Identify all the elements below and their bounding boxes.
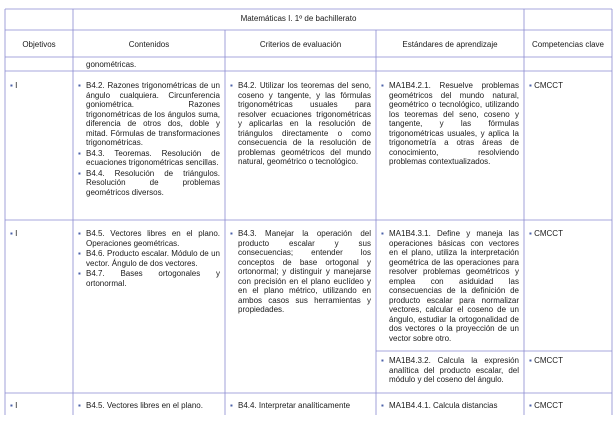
bullet-icon: ▪ (529, 81, 532, 90)
bullet-icon: ▪ (10, 229, 13, 238)
continuation-text: gonométricas. (86, 60, 137, 69)
table-row-2-criterio (230, 229, 371, 316)
bullet-icon: ▪ (10, 81, 13, 90)
table-row-3-criterio (230, 401, 371, 412)
table-row-1-contenidos (78, 81, 220, 198)
table-row-1-competencias: ▪ CMCCT (529, 81, 563, 90)
table-row-2-contenidos (78, 229, 220, 289)
table-row-1-estandares (381, 81, 519, 168)
table-row-2-estandar-2 (381, 356, 519, 386)
table-row-3-contenidos (78, 401, 220, 412)
list-item: ▪ B4.2. Utilizar los teoremas del seno, coseno y tangente, y las fórmulas trigonométricas usuales para resolver ecuaciones trigonométricas y aplicarlas en la resolución de triángulos directamente o como consecuencia de la resolución de problemas geométricos del mundo natural, geométrico o tecnológico. (230, 81, 371, 166)
list-item: ▪ B4.4. Resolución de triángulos. Resolución de problemas geométricos diversos. (78, 168, 220, 197)
table-row-2-competencias-1: ▪ CMCCT (529, 229, 563, 238)
table-row-1-objetivo (10, 81, 17, 91)
list-item: ▪ B4.6. Producto escalar. Módulo de un vector. Ángulo de dos vectores. (78, 249, 220, 268)
list-item: ▪ B4.7. Bases ortogonales y ortonormal. (78, 269, 220, 288)
list-item: ▪ B4.4. Interpretar analíticamente (230, 401, 351, 410)
list-item: ▪ MA1B4.3.2. Calcula la expresión analítica del producto escalar, del módulo y del coseno del ángulo. (381, 356, 519, 384)
list-item: ▪ B4.2. Razones trigonométricas de un ángulo cualquiera. Circunferencia goniométrica. Razones trigonométricas de los ángulos suma, diferencia de otros dos, doble y mitad. Fórmulas de transformaciones trigonométricas. (78, 81, 220, 147)
list-item: ▪ MA1B4.4.1. Calcula distancias (381, 401, 498, 410)
list-item: ▪ B4.3. Teoremas. Resolución de ecuaciones trigonométricas sencillas. (78, 148, 220, 167)
column-header-objetivos: Objetivos (22, 40, 56, 49)
bullet-icon: ▪ (529, 356, 532, 365)
list-item: ▪ MA1B4.3.1. Define y maneja las operaciones básicas con vectores en el plano, utiliza la interpretación geométrica de las operaciones para resolver problemas geométricos y emplea con asiduidad las consecuencias de la definición de producto escalar para normalizar vectores, calcular el coseno de un ángulo, estudiar la ortogonalidad de dos vectores o la proyección de un vector sobre otro. (381, 229, 519, 343)
bullet-icon: ▪ (529, 401, 532, 410)
objetivo-value: I (15, 401, 18, 410)
table-row-2-estandar-1 (381, 229, 519, 344)
table-row-3-objetivo (10, 401, 17, 411)
bullet-icon: ▪ (10, 401, 13, 410)
list-item: ▪ B4.3. Manejar la operación del producto escalar y sus consecuencias; entender los conceptos de base ortogonal y ortonormal; y distinguir y manejarse con precisión en el plano euclídeo y en el plano métrico, utilizando en ambos casos sus herramientas y propiedades. (230, 229, 371, 314)
bullet-icon: ▪ (529, 229, 532, 238)
column-header-criterios: Criterios de evaluación (259, 40, 342, 49)
list-item: ▪ B4.5. Vectores libres en el plano. Operaciones geométricas. (78, 229, 220, 248)
column-header-competencias: Competencias clave (531, 40, 605, 49)
table-title: Matemáticas I. 1º de bachillerato (240, 14, 357, 23)
table-row-1-criterio (230, 81, 371, 168)
column-header-contenidos: Contenidos (128, 40, 170, 49)
table-row-2-competencias-2: ▪ CMCCT (529, 356, 563, 365)
list-item: ▪ MA1B4.2.1. Resuelve problemas geométricos del mundo natural, geométrico o tecnológico, utilizando los teoremas del seno, coseno y tangente, y las fórmulas trigonométricas usuales, y aplica la trigonometría a otras áreas de conocimiento, resolviendo problemas contextualizados. (381, 81, 519, 166)
objetivo-value: I (15, 81, 18, 90)
table-row-2-objetivo (10, 229, 17, 239)
list-item: ▪ B4.5. Vectores libres en el plano. (78, 401, 203, 410)
column-header-estandares: Estándares de aprendizaje (402, 40, 498, 49)
table-row-3-competencias: ▪ CMCCT (529, 401, 563, 410)
objetivo-value: I (15, 229, 18, 238)
table-row-3-estandares (381, 401, 519, 412)
